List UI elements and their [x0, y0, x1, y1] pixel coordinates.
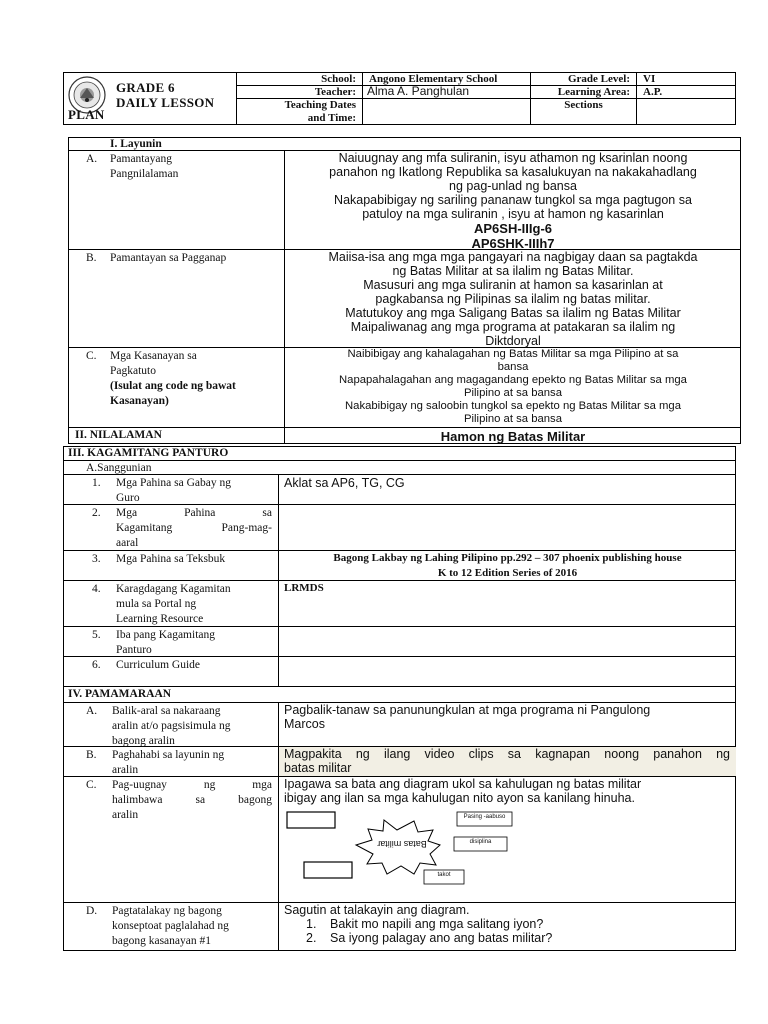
layunin-b-letter: B.	[86, 252, 97, 264]
layunin-a-line: Nakapabibigay ng sariling pananaw tungkol sa mga pagtugon sa	[334, 193, 692, 207]
kagamitan-item-num: 3.	[92, 553, 101, 565]
pamamaraan-c-label-line: halimbawa sa bagong	[112, 794, 272, 806]
pamamaraan-d-q1-num: 1.	[306, 917, 317, 931]
layunin-c-label-line1: Mga Kasanayan sa	[110, 350, 197, 362]
layunin-b-line: Diktdoryal	[485, 334, 541, 348]
kagamitan-item-value-line: Bagong Lakbay ng Lahing Pilipino pp.292 – 307 phoenix publishing house	[333, 552, 682, 564]
teacher-value: Alma A. Panghulan	[367, 84, 470, 98]
table2-grid	[63, 474, 736, 475]
pamamaraan-b-value	[284, 747, 730, 775]
pamamaraan-b-label	[112, 748, 274, 778]
layunin-c-line: Napapahalagahan ang magagandang epekto ng Batas Militar sa mga	[339, 374, 687, 386]
pamamaraan-d-q2: Sa iyong palagay ano ang batas militar?	[330, 931, 553, 945]
pamamaraan-d-label-line: Pagtatalakay ng bagong	[112, 905, 222, 917]
layunin-b-line: ng Batas Militar at sa ilalim ng Batas Militar.	[392, 264, 634, 278]
pamamaraan-d-label-line: konseptoat paglalahad ng	[112, 920, 229, 932]
pamamaraan-b-letter: B.	[86, 749, 97, 761]
pamamaraan-d-intro: Sagutin at talakayin ang diagram.	[284, 903, 470, 917]
learning-area-value: A.P.	[643, 86, 663, 98]
layunin-a-letter: A.	[86, 153, 98, 165]
pamamaraan-c-label	[112, 778, 272, 823]
teaching-dates-label-line2: and Time:	[307, 112, 356, 124]
pamamaraan-a-label-line: bagong aralin	[112, 735, 175, 747]
pamamaraan-a-value	[284, 703, 734, 731]
layunin-a-label-line1: Pamantayang	[110, 153, 172, 165]
pamamaraan-b-value-line: Magpakita ng ilang video clips sa kagnapan noong panahon ng	[284, 747, 730, 761]
diagram-empty-box-bottom	[304, 862, 352, 878]
layunin-b-line: pagkabansa ng Pilipinas sa ilalim ng batas militar.	[375, 292, 651, 306]
layunin-a-code1: AP6SH-IIIg-6	[473, 221, 552, 236]
kagamitan-item-num: 5.	[92, 629, 101, 641]
pamamaraan-b-label-line: Paghahabi sa layunin ng	[112, 749, 225, 761]
kagamitan-item-label-line: Panturo	[116, 644, 152, 656]
kagamitan-item-num: 2.	[92, 507, 101, 519]
pamamaraan-c-label-line: Pag-uugnay ng mga	[112, 779, 272, 791]
kagamitan-item-label	[116, 582, 276, 627]
teaching-dates-label	[237, 99, 362, 125]
sanggunian-label: A.Sanggunian	[86, 462, 152, 474]
grade-level-label: Grade Level:	[567, 73, 630, 85]
layunin-grid	[68, 427, 741, 428]
kagamitan-item-label-line: Karagdagang Kagamitan	[116, 583, 231, 595]
pamamaraan-heading: IV. PAMAMARAAN	[68, 688, 172, 700]
layunin-b-line: Matutukoy ang mga Saligang Batas sa ilalim ng Batas Militar	[345, 306, 681, 320]
pamamaraan-a-label-line: aralin at/o pagsisimula ng	[112, 720, 231, 732]
layunin-b-line: Maipaliwanag ang mga programa at patakaran sa ilalim ng	[350, 320, 676, 334]
layunin-a-content	[285, 151, 741, 251]
pamamaraan-c-letter: C.	[86, 779, 97, 791]
table2-grid	[278, 702, 279, 951]
pamamaraan-d-label	[112, 904, 277, 949]
header-title-line1: DAILY LESSON	[116, 95, 215, 110]
nilalaman-value: Hamon ng Batas Militar	[440, 429, 586, 444]
layunin-c-line: Naibibigay ang kahalagahan ng Batas Militar sa mga Pilipino at sa	[347, 348, 679, 360]
layunin-c-line: Nakabibigay ng saloobin tungkol sa epekto ng Batas Militar sa mga	[345, 400, 681, 412]
layunin-c-label-line4: Kasanayan)	[110, 395, 169, 407]
school-value: Angono Elementary School	[369, 73, 498, 85]
header-grade: GRADE 6	[116, 80, 175, 95]
layunin-b-line: Masusuri ang mga suliranin at hamon sa kasarinlan at	[363, 278, 663, 292]
layunin-a-label	[110, 152, 178, 182]
kagamitan-item-value	[279, 551, 736, 581]
kagamitan-item-label: Mga Pahina sa Teksbuk	[116, 553, 226, 565]
pamamaraan-b-value-line: batas militar	[284, 761, 352, 775]
kagamitan-item-label	[116, 628, 272, 658]
layunin-a-code2: AP6SHK-IIIh7	[471, 236, 555, 251]
pamamaraan-a-letter: A.	[86, 705, 98, 717]
kagamitan-item-value-line: K to 12 Edition Series of 2016	[437, 567, 578, 579]
layunin-c-line: Pilipino at sa bansa	[464, 413, 562, 425]
kagamitan-item-label: Curriculum Guide	[116, 659, 200, 671]
kagamitan-item-value: Aklat sa AP6, TG, CG	[284, 476, 405, 490]
school-label: School:	[321, 73, 356, 85]
sections-label: Sections	[564, 99, 603, 111]
kagamitan-item-label-line: Kagamitang Pang-mag-	[116, 522, 272, 534]
kagamitan-item-num: 1.	[92, 477, 101, 489]
kagamitan-item-value: LRMDS	[284, 582, 324, 594]
pamamaraan-c-value-line: Ipagawa sa bata ang diagram ukol sa kahulugan ng batas militar	[284, 777, 642, 791]
diagram-box-1-label: Pasing -aabuso	[463, 814, 506, 820]
diagram-empty-box-top	[287, 812, 335, 828]
kagamitan-item-num: 6.	[92, 659, 101, 671]
kagamitan-item-label-line: Mga Pahina sa	[116, 507, 272, 519]
concept-diagram	[284, 808, 534, 902]
layunin-a-line: panahon ng Ikatlong Republika sa kasalukuyan na nakakahadlang	[329, 165, 697, 179]
diagram-center-label: Batas militar	[377, 839, 427, 849]
header-title-line2: PLAN	[68, 107, 105, 122]
layunin-b-content	[285, 250, 741, 348]
layunin-c-label	[110, 349, 236, 409]
layunin-b-label: Pamantayan sa Pagganap	[110, 252, 227, 264]
diagram-box-3-label: takot	[437, 872, 451, 878]
pamamaraan-c-label-line: aralin	[112, 809, 139, 821]
concept-diagram-svg	[284, 808, 534, 902]
layunin-c-content	[285, 348, 741, 426]
nilalaman-heading: II. NILALAMAN	[75, 429, 162, 441]
pamamaraan-c-value	[284, 777, 734, 805]
kagamitan-item-label-line: aaral	[116, 537, 139, 549]
kagamitan-heading: III. KAGAMITANG PANTURO	[68, 447, 229, 459]
layunin-c-label-line2: Pagkatuto	[110, 365, 156, 377]
pamamaraan-a-label	[112, 704, 274, 749]
layunin-b-line: Maiisa-isa ang mga mga pangayari na nagbigay daan sa pagtakda	[328, 250, 698, 264]
grade-level-value: VI	[643, 73, 656, 85]
kagamitan-item-label-line: Iba pang Kagamitang	[116, 629, 215, 641]
kagamitan-item-label	[116, 506, 272, 551]
kagamitan-item-num: 4.	[92, 583, 101, 595]
pamamaraan-d-q2-num: 2.	[306, 931, 317, 945]
teacher-label: Teacher:	[314, 86, 356, 98]
pamamaraan-a-value-line: Pagbalik-tanaw sa panunungkulan at mga programa ni Pangulong	[284, 703, 651, 717]
diagram-box-2-label: disiplina	[469, 839, 492, 845]
pamamaraan-b-label-line: aralin	[112, 764, 139, 776]
pamamaraan-d-letter: D.	[86, 905, 98, 917]
teaching-dates-label-line1: Teaching Dates	[284, 99, 356, 111]
layunin-a-line: Naiuugnay ang mfa suliranin, isyu athamon ng ksarinlan noong	[338, 151, 688, 165]
kagamitan-item-label-line: Guro	[116, 492, 140, 504]
layunin-a-line: ng pag-unlad ng bansa	[449, 179, 577, 193]
layunin-a-label-line2: Pangnilalaman	[110, 168, 179, 180]
kagamitan-item-label-line: mula sa Portal ng	[116, 598, 197, 610]
kagamitan-item-label	[116, 476, 272, 506]
layunin-heading: I. Layunin	[110, 138, 162, 150]
pamamaraan-d-q1: Bakit mo napili ang mga salitang iyon?	[330, 917, 544, 931]
pamamaraan-a-value-line: Marcos	[284, 717, 325, 731]
layunin-c-letter: C.	[86, 350, 97, 362]
learning-area-label: Learning Area:	[557, 86, 630, 98]
kagamitan-item-label-line: Learning Resource	[116, 613, 204, 625]
pamamaraan-d-label-line: bagong kasanayan #1	[112, 935, 211, 947]
pamamaraan-a-label-line: Balik-aral sa nakaraang	[112, 705, 221, 717]
layunin-c-line: bansa	[497, 361, 529, 373]
layunin-c-line: Pilipino at sa bansa	[464, 387, 562, 399]
pamamaraan-c-value-line: ibigay ang ilan sa mga kahulugan nito ayon sa kanilang hinuha.	[284, 791, 635, 805]
kagamitan-item-label-line: Mga Pahina sa Gabay ng	[116, 477, 231, 489]
layunin-c-label-line3: (Isulat ang code ng bawat	[110, 380, 236, 392]
layunin-a-line: patuloy na mga suliranin , isyu at hamon ng kasarinlan	[362, 207, 664, 221]
